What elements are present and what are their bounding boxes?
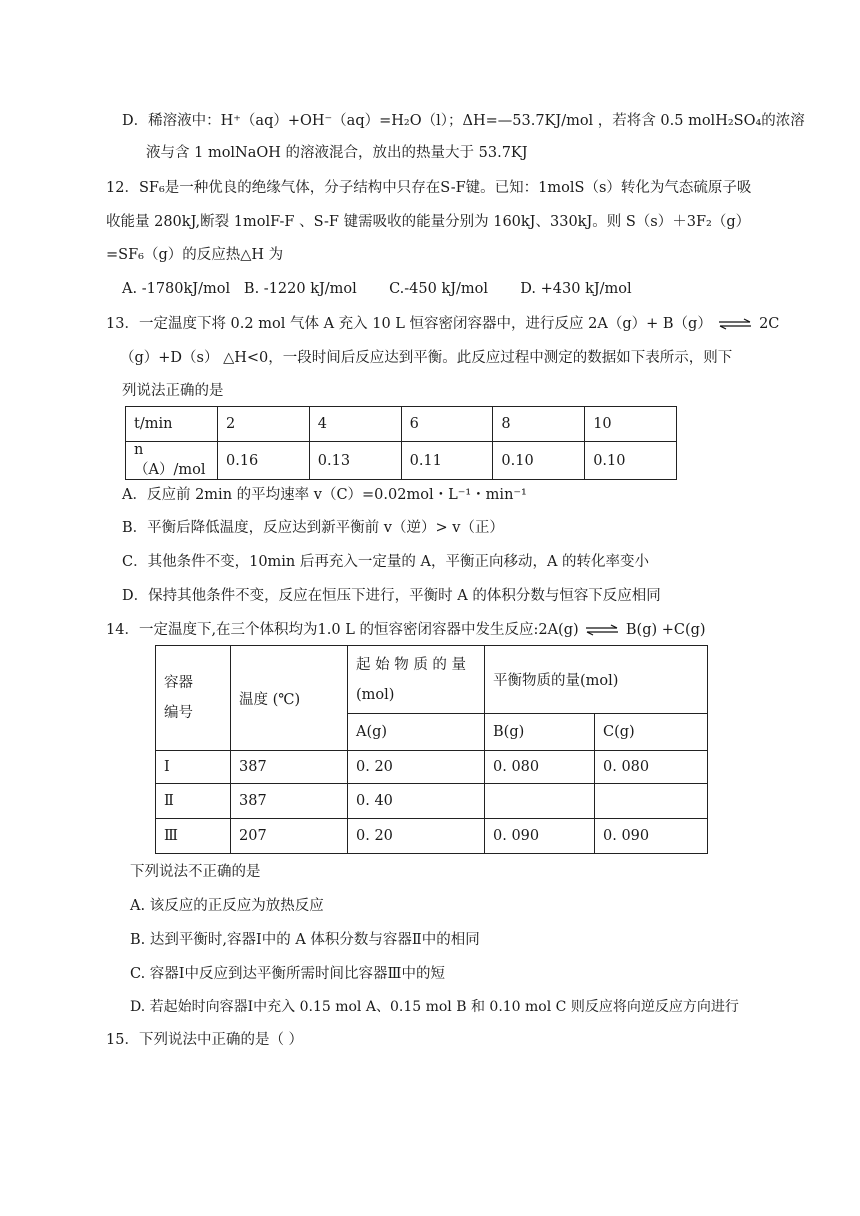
q13-data-cell: n（A）/mol bbox=[126, 442, 218, 480]
q14-cell: 0. 090 bbox=[485, 819, 595, 854]
q13-data-cell: 0.16 bbox=[218, 442, 310, 480]
q14-header-start bbox=[348, 646, 485, 714]
q13-data-cell: 0.10 bbox=[585, 442, 677, 480]
q14-stem-line1-text: 14．一定温度下,在三个体积均为1.0 L 的恒容密闭容器中发生反应:2A(g) bbox=[106, 622, 579, 638]
q13-data-cell: 0.11 bbox=[401, 442, 493, 480]
q14-stem-line1-products: B(g) +C(g) bbox=[625, 622, 706, 638]
q14-cell: 0. 20 bbox=[348, 819, 485, 854]
q14-subheader-a: A(g) bbox=[348, 714, 485, 751]
q13-option-d: D．保持其他条件不变，反应在恒压下进行，平衡时 A 的体积分数与恒容下反应相同 bbox=[122, 588, 661, 604]
q13-option-b: B．平衡后降低温度，反应达到新平衡前 v（逆）> v（正） bbox=[122, 520, 504, 536]
q13-data-cell: 0.13 bbox=[309, 442, 401, 480]
q13-header-cell: 8 bbox=[493, 407, 585, 442]
q14-cell: 387 bbox=[231, 751, 348, 784]
q13-header-cell: 10 bbox=[585, 407, 677, 442]
q14-cell: 207 bbox=[231, 819, 348, 854]
q13-stem-line1-product: 2C bbox=[759, 316, 780, 332]
q13-stem-line1 bbox=[106, 314, 779, 334]
q14-cell: Ⅰ bbox=[156, 751, 231, 784]
q12-stem-line1: 12．SF₆是一种优良的绝缘气体，分子结构中只存在S-F键。已知：1molS（s）转化为气态硫原子吸 bbox=[106, 180, 752, 196]
q12-options: A. -1780kJ/mol B. -1220 kJ/mol C.-450 kJ/mol D. +430 kJ/mol bbox=[122, 281, 632, 297]
q14-cell: 0. 20 bbox=[348, 751, 485, 784]
equilibrium-arrow-icon bbox=[718, 318, 752, 330]
q14-cell: 0. 40 bbox=[348, 784, 485, 819]
q14-cell bbox=[595, 784, 708, 819]
equilibrium-arrow-icon bbox=[585, 624, 619, 636]
q13-header-cell: 6 bbox=[401, 407, 493, 442]
q14-cell: Ⅲ bbox=[156, 819, 231, 854]
q14-header-start-line2: (mol) bbox=[356, 686, 395, 703]
q13-data-table bbox=[125, 406, 677, 480]
q14-subheader-c: C(g) bbox=[595, 714, 708, 751]
q11-option-d-line1: D．稀溶液中：H⁺（aq）+OH⁻（aq）=H₂O（l）；ΔH=—53.7KJ/mol ，若将含 0.5 molH₂SO₄的浓溶 bbox=[122, 113, 805, 129]
q14-option-a: A. 该反应的正反应为放热反应 bbox=[130, 898, 324, 914]
q14-header-equilibrium: 平衡物质的量(mol) bbox=[485, 646, 708, 714]
q13-stem-line1-text: 13．一定温度下将 0.2 mol 气体 A 充入 10 L 恒容密闭容器中，进行反应 2A（g）+ B（g） bbox=[106, 316, 712, 332]
q14-header-container bbox=[156, 646, 231, 751]
q13-stem-line2: （g）+D（s） △H<0，一段时间后反应达到平衡。此反应过程中测定的数据如下表所示，则下 bbox=[120, 350, 733, 366]
q14-cell: Ⅱ bbox=[156, 784, 231, 819]
q14-data-table bbox=[155, 645, 708, 854]
q12-stem-line2: 收能量 280kJ,断裂 1molF-F 、S-F 键需吸收的能量分别为 160kJ、330kJ。则 S（s）＋3F₂（g） bbox=[106, 214, 751, 230]
q12-stem-line3: =SF₆（g）的反应热△H 为 bbox=[106, 247, 284, 263]
q14-cell: 387 bbox=[231, 784, 348, 819]
q13-option-a: A．反应前 2min 的平均速率 v（C）=0.02mol・L⁻¹・min⁻¹ bbox=[122, 487, 527, 503]
q14-header-start-line1: 起 始 物 质 的 量 bbox=[356, 656, 467, 673]
q13-option-c: C．其他条件不变，10min 后再充入一定量的 A，平衡正向移动，A 的转化率变小 bbox=[122, 554, 650, 570]
q13-header-cell: 4 bbox=[309, 407, 401, 442]
q14-header-container-line2: 编号 bbox=[164, 705, 193, 721]
q13-header-cell: t/min bbox=[126, 407, 218, 442]
q14-option-b: B. 达到平衡时,容器Ⅰ中的 A 体积分数与容器Ⅱ中的相同 bbox=[130, 932, 480, 948]
q13-stem-line3: 列说法正确的是 bbox=[122, 383, 224, 399]
q14-cell bbox=[485, 784, 595, 819]
q14-stem-line1 bbox=[106, 620, 706, 640]
q15-stem: 15．下列说法中正确的是（ ） bbox=[106, 1032, 304, 1048]
q14-option-c: C. 容器Ⅰ中反应到达平衡所需时间比容器Ⅲ中的短 bbox=[130, 966, 446, 982]
q14-cell: 0. 080 bbox=[485, 751, 595, 784]
q14-subheader-b: B(g) bbox=[485, 714, 595, 751]
q14-cell: 0. 080 bbox=[595, 751, 708, 784]
q14-header-temp: 温度 (℃) bbox=[231, 646, 348, 751]
q11-option-d-line2: 液与含 1 molNaOH 的溶液混合，放出的热量大于 53.7KJ bbox=[146, 145, 528, 161]
q13-data-cell: 0.10 bbox=[493, 442, 585, 480]
q14-cell: 0. 090 bbox=[595, 819, 708, 854]
q14-question-stem: 下列说法不正确的是 bbox=[130, 864, 261, 880]
q13-header-cell: 2 bbox=[218, 407, 310, 442]
q14-option-d: D. 若起始时向容器Ⅰ中充入 0.15 mol A、0.15 mol B 和 0.10 mol C 则反应将向逆反应方向进行 bbox=[130, 999, 739, 1015]
q14-header-container-line1: 容器 bbox=[164, 675, 193, 691]
